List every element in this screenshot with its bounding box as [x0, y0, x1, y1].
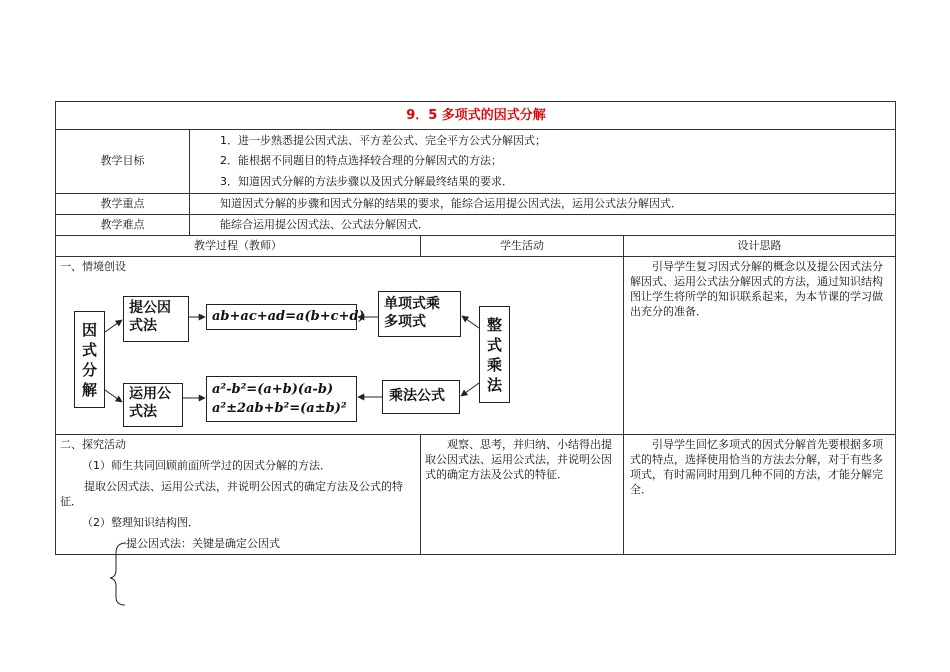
section2-heading: 二、探究活动 — [60, 438, 126, 451]
arrow-poly-to-monomial — [462, 316, 479, 328]
monomial-line: 单项式乘 — [384, 296, 440, 312]
section2-p3: （2）整理知识结构图． — [82, 516, 199, 529]
col-header-process: 教学过程（教师） — [194, 239, 282, 252]
goal-item: 3．知道因式分解的方法步骤以及因式分解最终结果的要求． — [220, 175, 513, 188]
poly-mult-char: 整 — [486, 315, 502, 334]
difficult-text: 能综合运用提公因式法、公式法分解因式． — [220, 218, 429, 231]
poly-mult-char: 法 — [486, 375, 502, 394]
section2-p1: （1）师生共同回顾前面所学过的因式分解的方法． — [82, 459, 331, 472]
common-factor-line: 式法 — [129, 318, 157, 334]
poly-mult-char: 乘 — [486, 355, 502, 374]
goals-label: 教学目标 — [100, 154, 145, 167]
section1-design: 引导学生复习因式分解的概念以及提公因式法分解因式、运用公式法分解因式的方法，通过知识结构图让学生将所学的知识联系起来，为本节课的学习做出充分的准备． — [630, 260, 883, 318]
goal-item: 2．能根据不同题目的特点选择较合理的分解因式的方法； — [220, 154, 502, 167]
factorization-char: 分 — [81, 360, 97, 379]
arrow-factor-to-common — [105, 320, 122, 332]
factorization-char: 解 — [81, 380, 97, 399]
page-title: 9．5 多项式的因式分解 — [406, 108, 546, 123]
factorization-char: 式 — [81, 340, 97, 359]
formula2b-text: a²±2ab+b²=(a±b)² — [212, 401, 347, 416]
section2-p2: 提取公因式法、运用公式法，并说明公因式的确定方法及公式的特征． — [60, 480, 403, 508]
arrow-poly-to-mult — [461, 383, 479, 396]
monomial-line: 多项式 — [384, 314, 426, 330]
col-header-design: 设计思路 — [737, 239, 782, 252]
goal-item: 1．进一步熟悉提公因式法、平方差公式、完全平方公式分解因式； — [220, 134, 546, 147]
section2-student: 观察、思考，并归纳、小结得出提取公因式法、运用公式法，并说明公因式的确定方法及公式的特征． — [425, 438, 612, 481]
difficult-label: 教学难点 — [100, 218, 145, 231]
formula-method-line: 式法 — [129, 404, 157, 420]
key-text: 知道因式分解的步骤和因式分解的结果的要求，能综合运用提公因式法，运用公式法分解因式． — [220, 197, 682, 210]
section1-heading: 一、情境创设 — [60, 260, 126, 273]
arrow-factor-to-formula — [105, 390, 122, 402]
factorization-char: 因 — [81, 320, 97, 339]
multiplication-formula-text: 乘法公式 — [389, 388, 445, 404]
bracket-item: 提公因式法：关键是确定公因式 — [126, 537, 280, 550]
formula-method-line: 运用公 — [129, 386, 171, 402]
brace-icon — [110, 543, 126, 605]
formula2a-text: a²-b²=(a+b)(a-b) — [212, 382, 334, 397]
common-factor-line: 提公因 — [129, 300, 171, 316]
formula1-text: ab+ac+ad=a(b+c+d) — [212, 309, 365, 324]
poly-mult-char: 式 — [486, 335, 502, 354]
key-label: 教学重点 — [100, 197, 145, 210]
col-header-student: 学生活动 — [500, 239, 544, 252]
section2-design: 引导学生回忆多项式的因式分解首先要根据多项式的特点，选择使用恰当的方法去分解，对于有些多项式，有时需同时用到几种不同的方法，才能分解完全． — [630, 438, 883, 496]
